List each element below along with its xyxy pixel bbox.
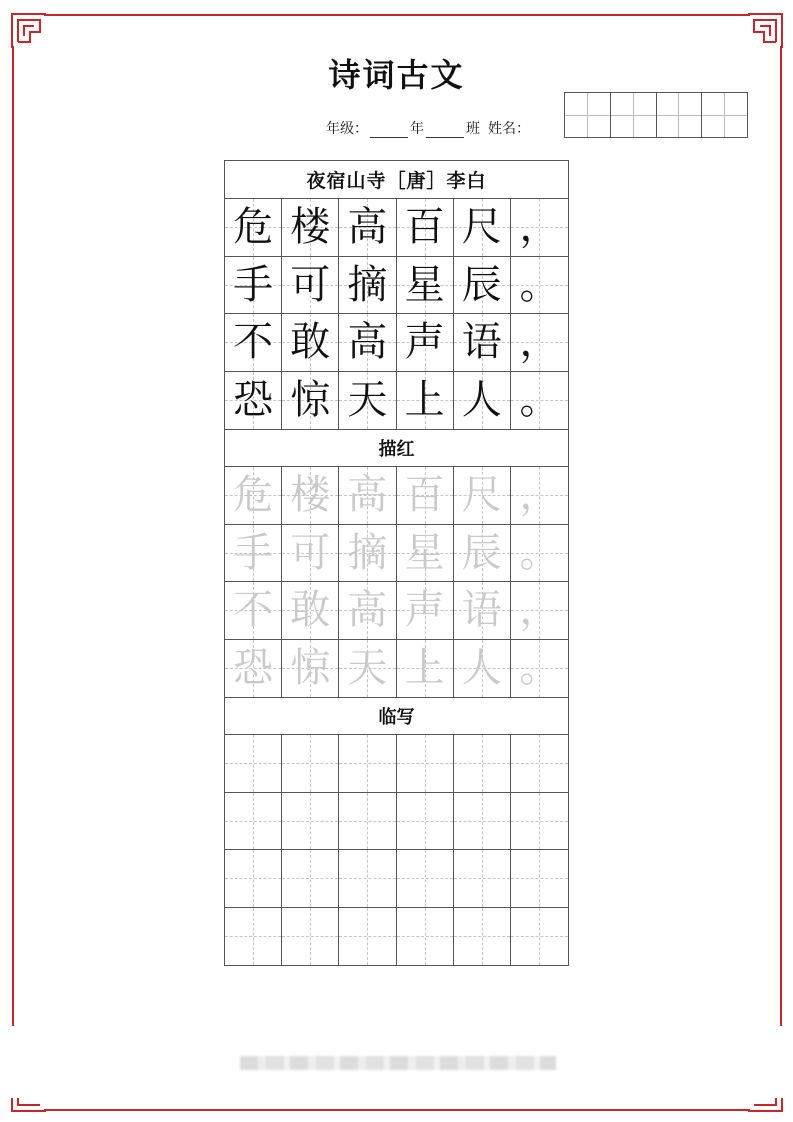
model-cell bbox=[511, 372, 568, 430]
trace-cell[interactable] bbox=[225, 582, 282, 639]
class-label: 班 bbox=[466, 121, 480, 137]
model-cell bbox=[339, 372, 396, 430]
frame-corner-bottom-right bbox=[744, 1098, 784, 1114]
trace-character: 惊 bbox=[290, 645, 331, 692]
trace-row bbox=[225, 467, 568, 525]
trace-character: 天 bbox=[347, 645, 388, 692]
model-character: 危 bbox=[233, 204, 274, 251]
copy-cell[interactable] bbox=[339, 735, 396, 792]
trace-cell[interactable] bbox=[454, 467, 511, 524]
model-character: 。 bbox=[519, 261, 560, 308]
copy-cell[interactable] bbox=[339, 850, 396, 907]
model-cell bbox=[339, 199, 396, 256]
trace-cell[interactable] bbox=[397, 467, 454, 524]
poem-header: 夜宿山寺［唐］李白 bbox=[225, 161, 568, 199]
name-boxes bbox=[564, 92, 748, 138]
trace-character: 上 bbox=[404, 645, 445, 692]
model-character: 恐 bbox=[233, 377, 274, 424]
model-character: 声 bbox=[404, 319, 445, 366]
copy-cell[interactable] bbox=[225, 735, 282, 792]
copy-cell[interactable] bbox=[511, 850, 568, 907]
model-row bbox=[225, 257, 568, 315]
blurred-footer-watermark bbox=[240, 1056, 556, 1070]
trace-character: 可 bbox=[290, 529, 331, 576]
copy-cell[interactable] bbox=[454, 735, 511, 792]
trace-character: 人 bbox=[461, 645, 502, 692]
copy-cell[interactable] bbox=[282, 850, 339, 907]
model-cell bbox=[225, 314, 282, 371]
model-row bbox=[225, 314, 568, 372]
model-character: 惊 bbox=[290, 377, 331, 424]
copy-cell[interactable] bbox=[511, 908, 568, 966]
model-cell bbox=[225, 372, 282, 430]
model-cell bbox=[282, 372, 339, 430]
trace-character: 高 bbox=[347, 587, 388, 634]
trace-character: 。 bbox=[519, 645, 560, 692]
model-cell bbox=[511, 199, 568, 256]
frame-corner-top-right bbox=[744, 12, 784, 52]
model-character: 可 bbox=[290, 261, 331, 308]
trace-character: 危 bbox=[233, 472, 274, 519]
student-info-line bbox=[326, 118, 530, 138]
copy-cell[interactable] bbox=[397, 850, 454, 907]
trace-character: 楼 bbox=[290, 472, 331, 519]
frame-left-line bbox=[12, 46, 14, 1026]
name-box[interactable] bbox=[611, 93, 657, 137]
trace-character: 声 bbox=[404, 587, 445, 634]
model-character: 楼 bbox=[290, 204, 331, 251]
copy-row bbox=[225, 850, 568, 908]
copy-cell[interactable] bbox=[225, 850, 282, 907]
model-character: ， bbox=[519, 204, 560, 251]
copy-cell[interactable] bbox=[282, 908, 339, 966]
trace-cell[interactable] bbox=[225, 525, 282, 582]
trace-cell[interactable] bbox=[282, 640, 339, 698]
model-cell bbox=[397, 257, 454, 314]
model-cell bbox=[225, 199, 282, 256]
trace-cell[interactable] bbox=[282, 582, 339, 639]
trace-character: 高 bbox=[347, 472, 388, 519]
trace-character: ， bbox=[519, 472, 560, 519]
trace-character: ， bbox=[519, 587, 560, 634]
trace-character: 摘 bbox=[347, 529, 388, 576]
copy-cell[interactable] bbox=[397, 735, 454, 792]
trace-cell[interactable] bbox=[225, 640, 282, 698]
trace-cell[interactable] bbox=[454, 582, 511, 639]
trace-cell[interactable] bbox=[397, 640, 454, 698]
copy-cell[interactable] bbox=[454, 793, 511, 850]
trace-cell[interactable] bbox=[511, 467, 568, 524]
frame-top-line bbox=[44, 14, 750, 16]
copy-cell[interactable] bbox=[454, 908, 511, 966]
model-character: 语 bbox=[461, 319, 502, 366]
trace-character: 尺 bbox=[461, 472, 502, 519]
copy-cell[interactable] bbox=[282, 735, 339, 792]
trace-cell[interactable] bbox=[397, 525, 454, 582]
class-blank[interactable] bbox=[426, 123, 464, 138]
trace-cell[interactable] bbox=[225, 467, 282, 524]
copy-cell[interactable] bbox=[454, 850, 511, 907]
copy-row bbox=[225, 793, 568, 851]
trace-cell[interactable] bbox=[511, 640, 568, 698]
name-box[interactable] bbox=[565, 93, 611, 137]
model-cell bbox=[282, 257, 339, 314]
model-character: 高 bbox=[347, 319, 388, 366]
trace-cell[interactable] bbox=[511, 525, 568, 582]
model-character: 天 bbox=[347, 377, 388, 424]
model-character: 手 bbox=[233, 261, 274, 308]
copy-cell[interactable] bbox=[397, 793, 454, 850]
trace-character: 。 bbox=[519, 529, 560, 576]
trace-character: 手 bbox=[233, 529, 274, 576]
model-character: 辰 bbox=[461, 261, 502, 308]
trace-cell[interactable] bbox=[454, 525, 511, 582]
model-row bbox=[225, 372, 568, 430]
model-cell bbox=[454, 314, 511, 371]
copy-row bbox=[225, 908, 568, 966]
model-character: 敢 bbox=[290, 319, 331, 366]
trace-character: 恐 bbox=[233, 645, 274, 692]
trace-character: 不 bbox=[233, 587, 274, 634]
model-cell bbox=[339, 257, 396, 314]
model-character: 尺 bbox=[461, 204, 502, 251]
model-character: 上 bbox=[404, 377, 445, 424]
model-cell bbox=[397, 199, 454, 256]
name-label: 姓名： bbox=[488, 121, 530, 137]
name-box[interactable] bbox=[657, 93, 703, 137]
frame-corner-top-left bbox=[10, 12, 50, 52]
model-cell bbox=[454, 199, 511, 256]
trace-section bbox=[225, 467, 568, 697]
copy-cell[interactable] bbox=[225, 793, 282, 850]
trace-cell[interactable] bbox=[282, 525, 339, 582]
trace-character: 百 bbox=[404, 472, 445, 519]
name-box[interactable] bbox=[702, 93, 747, 137]
model-row bbox=[225, 199, 568, 257]
model-cell bbox=[282, 199, 339, 256]
model-character: 。 bbox=[519, 377, 560, 424]
copy-cell[interactable] bbox=[282, 793, 339, 850]
trace-cell[interactable] bbox=[511, 582, 568, 639]
copy-cell[interactable] bbox=[511, 793, 568, 850]
trace-cell[interactable] bbox=[339, 640, 396, 698]
trace-cell[interactable] bbox=[339, 525, 396, 582]
grade-label: 年级： bbox=[326, 121, 368, 137]
trace-section-label: 描红 bbox=[225, 429, 568, 467]
trace-row bbox=[225, 640, 568, 698]
model-cell bbox=[282, 314, 339, 371]
trace-character: 语 bbox=[461, 587, 502, 634]
copy-cell[interactable] bbox=[511, 735, 568, 792]
frame-bottom-line bbox=[44, 1109, 750, 1111]
model-cell bbox=[511, 257, 568, 314]
trace-cell[interactable] bbox=[397, 582, 454, 639]
copy-cell[interactable] bbox=[339, 908, 396, 966]
model-cell bbox=[454, 372, 511, 430]
copy-cell[interactable] bbox=[225, 908, 282, 966]
trace-cell[interactable] bbox=[339, 467, 396, 524]
trace-row bbox=[225, 525, 568, 583]
copy-section-label: 临写 bbox=[225, 697, 568, 735]
year-label: 年 bbox=[410, 121, 424, 137]
model-section bbox=[225, 199, 568, 429]
model-cell bbox=[339, 314, 396, 371]
copy-cell[interactable] bbox=[339, 793, 396, 850]
trace-row bbox=[225, 582, 568, 640]
trace-character: 辰 bbox=[461, 529, 502, 576]
model-cell bbox=[454, 257, 511, 314]
model-cell bbox=[225, 257, 282, 314]
frame-corner-bottom-left bbox=[10, 1098, 50, 1114]
model-character: 人 bbox=[461, 377, 502, 424]
copy-row bbox=[225, 735, 568, 793]
copy-cell[interactable] bbox=[397, 908, 454, 966]
model-cell bbox=[397, 372, 454, 430]
model-character: 高 bbox=[347, 204, 388, 251]
model-cell bbox=[511, 314, 568, 371]
trace-character: 星 bbox=[404, 529, 445, 576]
practice-sheet bbox=[224, 160, 569, 966]
page-title: 诗词古文 bbox=[328, 56, 465, 94]
model-character: 不 bbox=[233, 319, 274, 366]
model-character: ， bbox=[519, 319, 560, 366]
copy-section bbox=[225, 735, 568, 965]
frame-right-line bbox=[780, 46, 782, 1026]
trace-cell[interactable] bbox=[339, 582, 396, 639]
model-cell bbox=[397, 314, 454, 371]
trace-cell[interactable] bbox=[454, 640, 511, 698]
trace-cell[interactable] bbox=[282, 467, 339, 524]
trace-character: 敢 bbox=[290, 587, 331, 634]
model-character: 百 bbox=[404, 204, 445, 251]
model-character: 星 bbox=[404, 261, 445, 308]
grade-blank[interactable] bbox=[370, 123, 408, 138]
model-character: 摘 bbox=[347, 261, 388, 308]
